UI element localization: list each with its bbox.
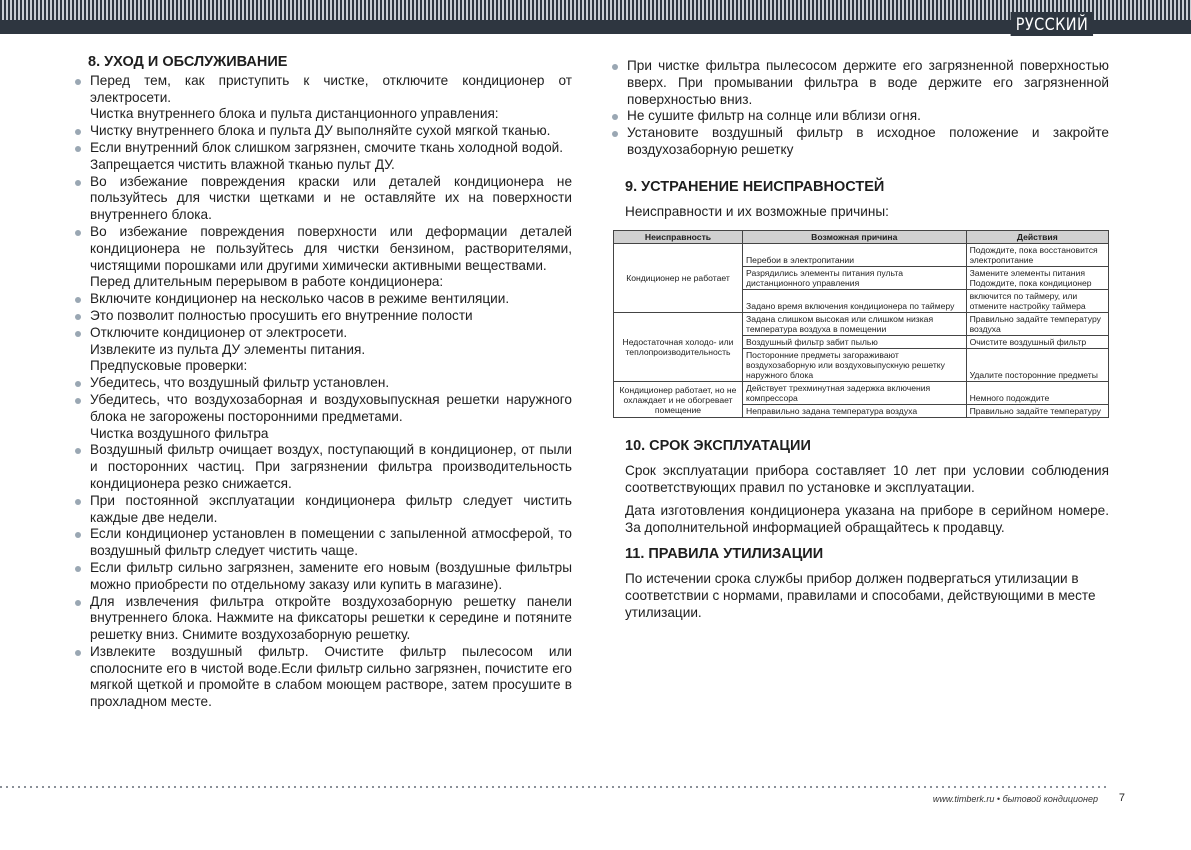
bullet-item: Чистку внутреннего блока и пульта ДУ выполняйте сухой мягкой тканью. (74, 123, 572, 140)
cause-cell: Действует трехминутная задержка включения компрессора (743, 382, 967, 405)
disposal-paragraph: По истечении срока службы прибор должен подвергаться утилизации в соответствии с нормами, правилами и способами, действующими в месте утилизации. (625, 571, 1096, 620)
bullet-item: Включите кондиционер на несколько часов в режиме вентиляции. (74, 291, 572, 308)
action-cell: Удалите посторонние предметы (966, 349, 1108, 382)
left-column (74, 54, 572, 711)
bullet-item: Во избежание повреждения краски или деталей кондиционера не пользуйтесь для чистки щетками и не оставляйте их на поверхности внутреннего блока. (74, 174, 572, 224)
bullet-item: Установите воздушный фильтр в исходное положение и закройте воздухозаборную решетку (611, 125, 1109, 159)
bullet-item: Это позволит полностью просушить его внутренние полости (74, 308, 572, 325)
lifetime-paragraph-1: Срок эксплуатации прибора составляет 10 лет при условии соблюдения соответствующих правил по установке и эксплуатации. (625, 463, 1109, 495)
list-text-line: Чистка воздушного фильтра (90, 425, 269, 441)
footer-dotted-divider (0, 786, 1110, 788)
problem-cell: Кондиционер не работает (614, 244, 743, 313)
bullet-item: Если фильтр сильно загрязнен, замените его новым (воздушные фильтры можно приобрести по отдельному заказу или купить в магазине). (74, 560, 572, 594)
section-11-title: 11. ПРАВИЛА УТИЛИЗАЦИИ (625, 546, 824, 563)
bullet-item: Не сушите фильтр на солнце или вблизи огня. (611, 108, 1109, 125)
action-cell: Замените элементы питания Подождите, пока кондиционер (966, 267, 1108, 290)
footer-site-text: www.timberk.ru • бытовой кондиционер (932, 794, 1098, 804)
action-cell: Очистите воздушный фильтр (966, 336, 1108, 349)
page-number: 7 (1118, 792, 1125, 804)
table-header-row (614, 231, 1109, 244)
bullet-item: Перед тем, как приступить к чистке, отключите кондиционер от электросети. (74, 73, 572, 107)
lifetime-paragraph-2: Дата изготовления кондиционера указана на приборе в серийном номере. За дополнительной информацией обращайтесь к продавцу. (625, 502, 1109, 535)
action-cell: включится по таймеру, или отмените настройку таймера (966, 290, 1108, 313)
header-problem: Неисправность (614, 231, 743, 244)
right-column (611, 58, 1109, 628)
cause-cell: Задано время включения кондиционера по таймеру (743, 290, 967, 313)
action-cell: Правильно задайте температуру (966, 405, 1108, 418)
problem-cell: Кондиционер работает, но не охлаждает и не обогревает помещение (614, 382, 743, 418)
bullet-item: Убедитесь, что воздухозаборная и воздуховыпускная решетки наружного блока не загорожены посторонними предметами. (74, 392, 572, 426)
bullet-item: Извлеките воздушный фильтр. Очистите фильтр пылесосом или сполосните его в чистой воде.Если фильтр сильно загрязнен, почистите его мягкой щеткой и промойте в слабом моющем растворе, затем просушите в прохладном месте. (74, 644, 572, 711)
cause-cell: Неправильно задана температура воздуха (743, 405, 967, 418)
troubleshooting-table (613, 230, 1109, 418)
bullet-item: Воздушный фильтр очищает воздух, поступающий в кондиционер, от пыли и посторонних частиц. При загрязнении фильтра производительность кондиционера резко снижается. (74, 442, 572, 492)
list-text-line: Чистка внутреннего блока и пульта дистанционного управления: (90, 106, 499, 122)
section-10-title: 10. СРОК ЭКСПЛУАТАЦИИ (625, 438, 811, 455)
table-row (614, 244, 1109, 267)
cause-cell: Посторонние предметы загораживают воздухозаборную или воздуховыпускную решетку наружного блока (743, 349, 967, 382)
bullet-item: Если внутренний блок слишком загрязнен, смочите ткань холодной водой. (74, 140, 572, 157)
bullet-item: Если кондиционер установлен в помещении с запыленной атмосферой, то воздушный фильтр следует чистить чаще. (74, 526, 572, 560)
troubleshooting-intro: Неисправности и их возможные причины: (625, 203, 889, 219)
header-action: Действия (966, 231, 1108, 244)
section-9-title: 9. УСТРАНЕНИЕ НЕИСПРАВНОСТЕЙ (625, 178, 885, 195)
bullet-item: При чистке фильтра пылесосом держите его загрязненной поверхностью вверх. При промывании фильтра в воде держите его загрязненной поверхностью вниз. (611, 58, 1109, 108)
bullet-item: Во избежание повреждения поверхности или деформации деталей кондиционера не пользуйтесь для чистки бензином, растворителями, чистящими порошками или другими химически активными веществами. (74, 224, 572, 274)
bullet-item: Отключите кондиционер от электросети. (74, 325, 572, 342)
action-cell: Немного подождите (966, 382, 1108, 405)
bullet-item: При постоянной эксплуатации кондиционера фильтр следует чистить каждые две недели. (74, 493, 572, 527)
list-text-line: Перед длительным перерывом в работе кондиционера: (90, 274, 444, 290)
list-text-line: Извлеките из пульта ДУ элементы питания. (90, 341, 366, 357)
action-cell: Правильно задайте температуру воздуха (966, 313, 1108, 336)
action-cell: Подождите, пока восстановится электропитание (966, 244, 1108, 267)
bullet-item: Для извлечения фильтра откройте воздухозаборную решетку панели внутреннего блока. Нажмите на фиксаторы решетки к середине и потяните решетку вниз. Снимите воздухозаборную решетку. (74, 594, 572, 644)
table-row (614, 313, 1109, 336)
cause-cell: Перебои в электропитании (743, 244, 967, 267)
header-cause: Возможная причина (743, 231, 967, 244)
cause-cell: Задана слишком высокая или слишком низкая температура воздуха в помещении (743, 313, 967, 336)
filter-instructions-list (611, 58, 1109, 159)
cause-cell: Воздушный фильтр забит пылью (743, 336, 967, 349)
care-instructions-list (74, 73, 572, 711)
section-8-title: 8. УХОД И ОБСЛУЖИВАНИЕ (88, 54, 288, 70)
bullet-item: Убедитесь, что воздушный фильтр установлен. (74, 375, 572, 392)
list-text-line: Запрещается чистить влажной тканью пульт ДУ. (90, 156, 395, 172)
language-label: РУССКИЙ (1010, 12, 1093, 36)
table-row (614, 382, 1109, 405)
list-text-line: Предпусковые проверки: (90, 358, 248, 374)
problem-cell: Недостаточная холодо- или теплопроизводительность (614, 313, 743, 382)
cause-cell: Разрядились элементы питания пульта дистанционного управления (743, 267, 967, 290)
